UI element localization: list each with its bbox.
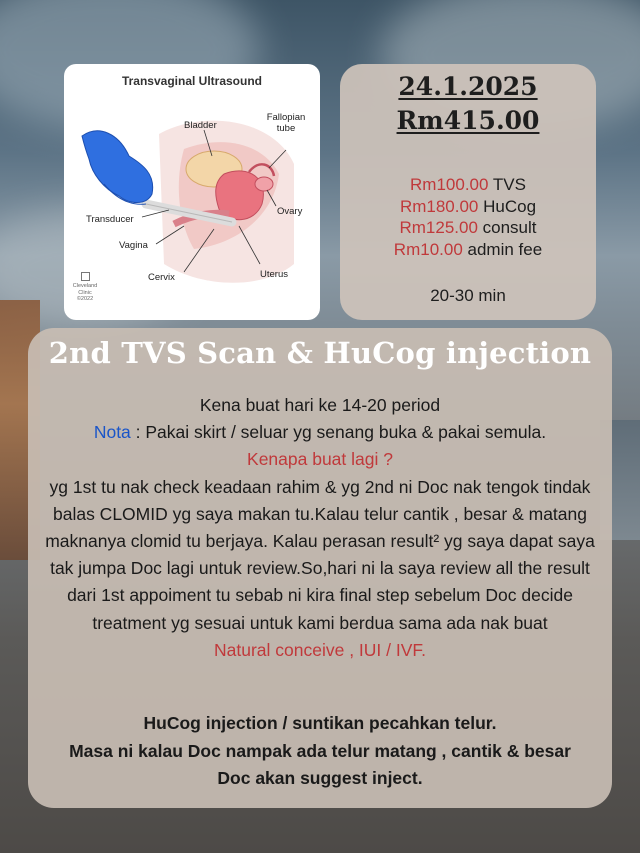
question-line: Kenapa buat lagi ? bbox=[247, 449, 393, 470]
schedule-line: Kena buat hari ke 14-20 period bbox=[199, 395, 441, 415]
info-body bbox=[36, 392, 604, 664]
headline: 2nd TVS Scan & HuCog injection bbox=[48, 336, 592, 370]
price-breakdown-list bbox=[340, 174, 596, 260]
label-fallopian-tube: Fallopian tube bbox=[266, 112, 306, 134]
label-cervix: Cervix bbox=[148, 272, 175, 283]
label-bladder: Bladder bbox=[184, 120, 217, 131]
price-label: TVS bbox=[492, 175, 526, 194]
price-amount: Rm100.00 bbox=[410, 175, 489, 194]
treatment-options: Natural conceive , IUI / IVF. bbox=[213, 639, 427, 660]
injection-note-line: HuCog injection / suntikan pecahkan telur. bbox=[143, 713, 497, 733]
price-amount: Rm180.00 bbox=[399, 196, 479, 216]
logo-mark-icon bbox=[81, 272, 90, 281]
price-amount: Rm125.00 bbox=[399, 218, 478, 237]
ultrasound-illustration bbox=[64, 64, 320, 320]
cleveland-clinic-logo bbox=[72, 272, 98, 303]
price-amount: Rm10.00 bbox=[393, 239, 463, 259]
injection-note bbox=[28, 710, 612, 793]
total-price: Rm415.00 bbox=[396, 106, 540, 135]
illustration-title: Transvaginal Ultrasound bbox=[121, 74, 263, 88]
explanation-paragraph: yg 1st tu nak check keadaan rahim & yg 2nd ni Doc nak tengok tindak balas CLOMID yg saya makan tu.Kalau telur cantik , besar & matang maknanya clomid tu berjaya. Kalau perasan result² yg saya dapat saya tak jumpa Doc lagi untuk review.So,hari ni la saya review all the result dari 1st appoiment tu sebab ni kira final step sebelum Doc decide treatment yg sesuai untuk kami berdua sama ada nak buat bbox=[45, 476, 595, 633]
visit-date: 24.1.2025 bbox=[398, 72, 538, 101]
duration-text: 20-30 min bbox=[430, 286, 506, 305]
price-summary-card bbox=[340, 64, 596, 320]
price-item bbox=[340, 217, 596, 239]
injection-note-line: Masa ni kalau Doc nampak ada telur matang , cantik & besar bbox=[69, 740, 571, 761]
nota-text: : Pakai skirt / seluar yg senang buka & pakai semula. bbox=[130, 422, 547, 443]
price-item bbox=[340, 174, 596, 196]
label-uterus: Uterus bbox=[260, 269, 288, 280]
injection-note-line: Doc akan suggest inject. bbox=[217, 768, 423, 788]
price-label: consult bbox=[482, 218, 537, 237]
price-label: HuCog bbox=[483, 196, 537, 216]
label-vagina: Vagina bbox=[119, 240, 148, 251]
logo-text: Clinic bbox=[78, 289, 92, 296]
label-transducer: Transducer bbox=[86, 214, 134, 225]
price-item bbox=[340, 239, 596, 261]
logo-copyright: ©2022 bbox=[76, 296, 94, 302]
logo-text: Cleveland bbox=[72, 283, 98, 289]
price-item bbox=[340, 196, 596, 218]
nota-label: Nota bbox=[93, 422, 131, 443]
label-ovary: Ovary bbox=[277, 206, 303, 217]
price-label: admin fee bbox=[467, 239, 543, 259]
info-card bbox=[28, 328, 612, 808]
ultrasound-illustration-card bbox=[64, 64, 320, 320]
nota-line bbox=[36, 419, 604, 446]
